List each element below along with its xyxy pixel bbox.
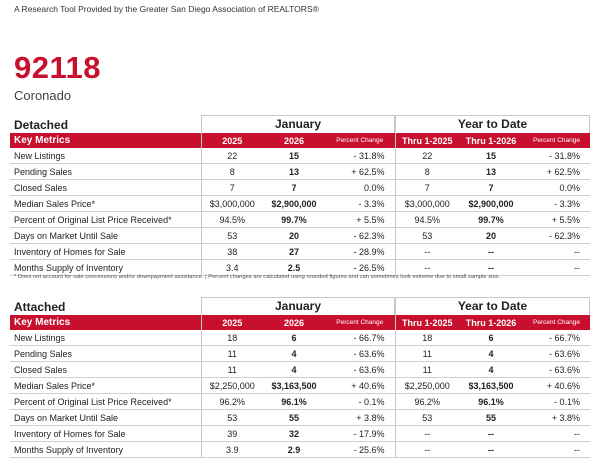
ytd-percent-change: --: [523, 260, 590, 276]
ytd-2025-value: 8: [395, 164, 459, 180]
jan-percent-change: + 62.5%: [325, 164, 395, 180]
col-header-2025: 2025: [201, 315, 263, 330]
detached-group-header: [10, 115, 590, 133]
ytd-2026-value: 96.1%: [459, 394, 523, 410]
table-row: [10, 426, 590, 442]
detached-metrics-table: [10, 133, 590, 276]
jan-2025-value: 3.4: [201, 260, 263, 276]
ytd-2025-value: $3,000,000: [395, 196, 459, 212]
attached-section-title: Attached: [14, 300, 66, 314]
key-metrics-header: Key Metrics: [10, 133, 201, 148]
col-header-ytd-percent-change: Percent Change: [523, 133, 590, 148]
ytd-2026-value: --: [459, 426, 523, 442]
col-header-2026: 2026: [263, 133, 325, 148]
report-subtitle: A Research Tool Provided by the Greater San Diego Association of REALTORS®: [14, 4, 319, 14]
jan-2025-value: 38: [201, 244, 263, 260]
jan-percent-change: - 66.7%: [325, 330, 395, 346]
ytd-2025-value: --: [395, 426, 459, 442]
table-row: [10, 244, 590, 260]
jan-2025-value: $3,000,000: [201, 196, 263, 212]
ytd-percent-change: --: [523, 442, 590, 458]
ytd-2025-value: --: [395, 260, 459, 276]
ytd-2025-value: 11: [395, 346, 459, 362]
attached-column-header-row: [10, 315, 590, 330]
attached-metrics-table: [10, 315, 590, 458]
ytd-2026-value: 6: [459, 330, 523, 346]
jan-2025-value: 39: [201, 426, 263, 442]
metric-label: Closed Sales: [10, 180, 201, 196]
table-row: [10, 362, 590, 378]
col-header-2025: 2025: [201, 133, 263, 148]
jan-percent-change: 0.0%: [325, 180, 395, 196]
metric-label: Days on Market Until Sale: [10, 410, 201, 426]
ytd-percent-change: + 40.6%: [523, 378, 590, 394]
table-row: [10, 212, 590, 228]
table-row: [10, 164, 590, 180]
key-metrics-header: Key Metrics: [10, 315, 201, 330]
metric-label: Days on Market Until Sale: [10, 228, 201, 244]
footnote: * Does not account for sale concessions and/or downpayment assistance. | Percent changes are calculated using rounded figures and can sometimes look extreme due to small sample size.: [14, 274, 501, 280]
attached-group-header: [10, 297, 590, 315]
ytd-percent-change: + 62.5%: [523, 164, 590, 180]
col-header-2026: 2026: [263, 315, 325, 330]
table-row: [10, 148, 590, 164]
jan-2025-value: 53: [201, 228, 263, 244]
ytd-percent-change: + 5.5%: [523, 212, 590, 228]
jan-2025-value: 94.5%: [201, 212, 263, 228]
ytd-2025-value: 96.2%: [395, 394, 459, 410]
col-header-thru-2026: Thru 1-2026: [459, 315, 523, 330]
ytd-2026-value: 20: [459, 228, 523, 244]
col-header-thru-2026: Thru 1-2026: [459, 133, 523, 148]
metric-label: Median Sales Price*: [10, 196, 201, 212]
jan-percent-change: + 5.5%: [325, 212, 395, 228]
jan-2026-value: $2,900,000: [263, 196, 325, 212]
ytd-2026-value: --: [459, 244, 523, 260]
ytd-2026-value: --: [459, 442, 523, 458]
jan-2026-value: 32: [263, 426, 325, 442]
col-header-percent-change: Percent Change: [325, 133, 395, 148]
ytd-2026-value: 4: [459, 362, 523, 378]
ytd-percent-change: - 66.7%: [523, 330, 590, 346]
ytd-2025-value: 11: [395, 362, 459, 378]
jan-2025-value: 53: [201, 410, 263, 426]
jan-percent-change: + 3.8%: [325, 410, 395, 426]
jan-2025-value: 11: [201, 362, 263, 378]
ytd-2026-value: 15: [459, 148, 523, 164]
table-row: [10, 378, 590, 394]
ytd-2026-value: 99.7%: [459, 212, 523, 228]
jan-2026-value: 7: [263, 180, 325, 196]
detached-column-header-row: [10, 133, 590, 148]
metric-label: Inventory of Homes for Sale: [10, 244, 201, 260]
metric-label: Pending Sales: [10, 346, 201, 362]
jan-2026-value: 4: [263, 362, 325, 378]
ytd-percent-change: - 62.3%: [523, 228, 590, 244]
ytd-percent-change: --: [523, 426, 590, 442]
metric-label: Closed Sales: [10, 362, 201, 378]
ytd-2025-value: $2,250,000: [395, 378, 459, 394]
metric-label: Median Sales Price*: [10, 378, 201, 394]
metric-label: New Listings: [10, 330, 201, 346]
zip-code-title: 92118: [14, 50, 101, 85]
ytd-2025-value: 22: [395, 148, 459, 164]
ytd-percent-change: - 63.6%: [523, 362, 590, 378]
metric-label: Pending Sales: [10, 164, 201, 180]
january-group-label: January: [201, 297, 395, 315]
jan-2025-value: 22: [201, 148, 263, 164]
detached-section: [10, 115, 590, 276]
table-row: [10, 394, 590, 410]
jan-percent-change: - 62.3%: [325, 228, 395, 244]
jan-2025-value: 3.9: [201, 442, 263, 458]
ytd-2025-value: 18: [395, 330, 459, 346]
ytd-percent-change: - 0.1%: [523, 394, 590, 410]
jan-2026-value: 4: [263, 346, 325, 362]
jan-2025-value: 18: [201, 330, 263, 346]
jan-percent-change: - 26.5%: [325, 260, 395, 276]
ytd-2025-value: --: [395, 244, 459, 260]
january-group-label: January: [201, 115, 395, 133]
ytd-percent-change: - 31.8%: [523, 148, 590, 164]
jan-percent-change: - 25.6%: [325, 442, 395, 458]
col-header-thru-2025: Thru 1-2025: [395, 133, 459, 148]
detached-section-title: Detached: [14, 118, 69, 132]
jan-2026-value: 2.9: [263, 442, 325, 458]
attached-section: [10, 297, 590, 458]
ytd-percent-change: 0.0%: [523, 180, 590, 196]
ytd-percent-change: - 3.3%: [523, 196, 590, 212]
ytd-2026-value: $2,900,000: [459, 196, 523, 212]
table-row: [10, 346, 590, 362]
ytd-percent-change: + 3.8%: [523, 410, 590, 426]
table-row: [10, 410, 590, 426]
jan-2025-value: $2,250,000: [201, 378, 263, 394]
col-header-ytd-percent-change: Percent Change: [523, 315, 590, 330]
table-row: [10, 330, 590, 346]
table-row: [10, 180, 590, 196]
ytd-2026-value: 13: [459, 164, 523, 180]
jan-2026-value: 99.7%: [263, 212, 325, 228]
jan-percent-change: - 28.9%: [325, 244, 395, 260]
jan-percent-change: - 63.6%: [325, 346, 395, 362]
ytd-2025-value: 94.5%: [395, 212, 459, 228]
col-header-percent-change: Percent Change: [325, 315, 395, 330]
jan-percent-change: + 40.6%: [325, 378, 395, 394]
city-name: Coronado: [14, 88, 72, 103]
jan-percent-change: - 31.8%: [325, 148, 395, 164]
ytd-2025-value: 53: [395, 228, 459, 244]
ytd-percent-change: - 63.6%: [523, 346, 590, 362]
ytd-2026-value: --: [459, 260, 523, 276]
ytd-group-label: Year to Date: [395, 297, 590, 315]
jan-2025-value: 7: [201, 180, 263, 196]
jan-percent-change: - 3.3%: [325, 196, 395, 212]
jan-2026-value: 20: [263, 228, 325, 244]
jan-2026-value: 2.5: [263, 260, 325, 276]
table-row: [10, 196, 590, 212]
jan-2025-value: 8: [201, 164, 263, 180]
ytd-percent-change: --: [523, 244, 590, 260]
jan-2026-value: 55: [263, 410, 325, 426]
jan-2026-value: $3,163,500: [263, 378, 325, 394]
ytd-2026-value: 7: [459, 180, 523, 196]
col-header-thru-2025: Thru 1-2025: [395, 315, 459, 330]
table-row: [10, 228, 590, 244]
metric-label: Months Supply of Inventory: [10, 260, 201, 276]
jan-2025-value: 96.2%: [201, 394, 263, 410]
jan-2026-value: 13: [263, 164, 325, 180]
ytd-2025-value: --: [395, 442, 459, 458]
metric-label: Months Supply of Inventory: [10, 442, 201, 458]
ytd-2026-value: $3,163,500: [459, 378, 523, 394]
jan-percent-change: - 0.1%: [325, 394, 395, 410]
jan-2026-value: 27: [263, 244, 325, 260]
metric-label: Percent of Original List Price Received*: [10, 394, 201, 410]
jan-2026-value: 96.1%: [263, 394, 325, 410]
ytd-2025-value: 7: [395, 180, 459, 196]
jan-percent-change: - 17.9%: [325, 426, 395, 442]
metric-label: Percent of Original List Price Received*: [10, 212, 201, 228]
ytd-group-label: Year to Date: [395, 115, 590, 133]
ytd-2026-value: 55: [459, 410, 523, 426]
metric-label: Inventory of Homes for Sale: [10, 426, 201, 442]
jan-2026-value: 15: [263, 148, 325, 164]
metric-label: New Listings: [10, 148, 201, 164]
jan-2026-value: 6: [263, 330, 325, 346]
ytd-2025-value: 53: [395, 410, 459, 426]
jan-2025-value: 11: [201, 346, 263, 362]
ytd-2026-value: 4: [459, 346, 523, 362]
jan-percent-change: - 63.6%: [325, 362, 395, 378]
